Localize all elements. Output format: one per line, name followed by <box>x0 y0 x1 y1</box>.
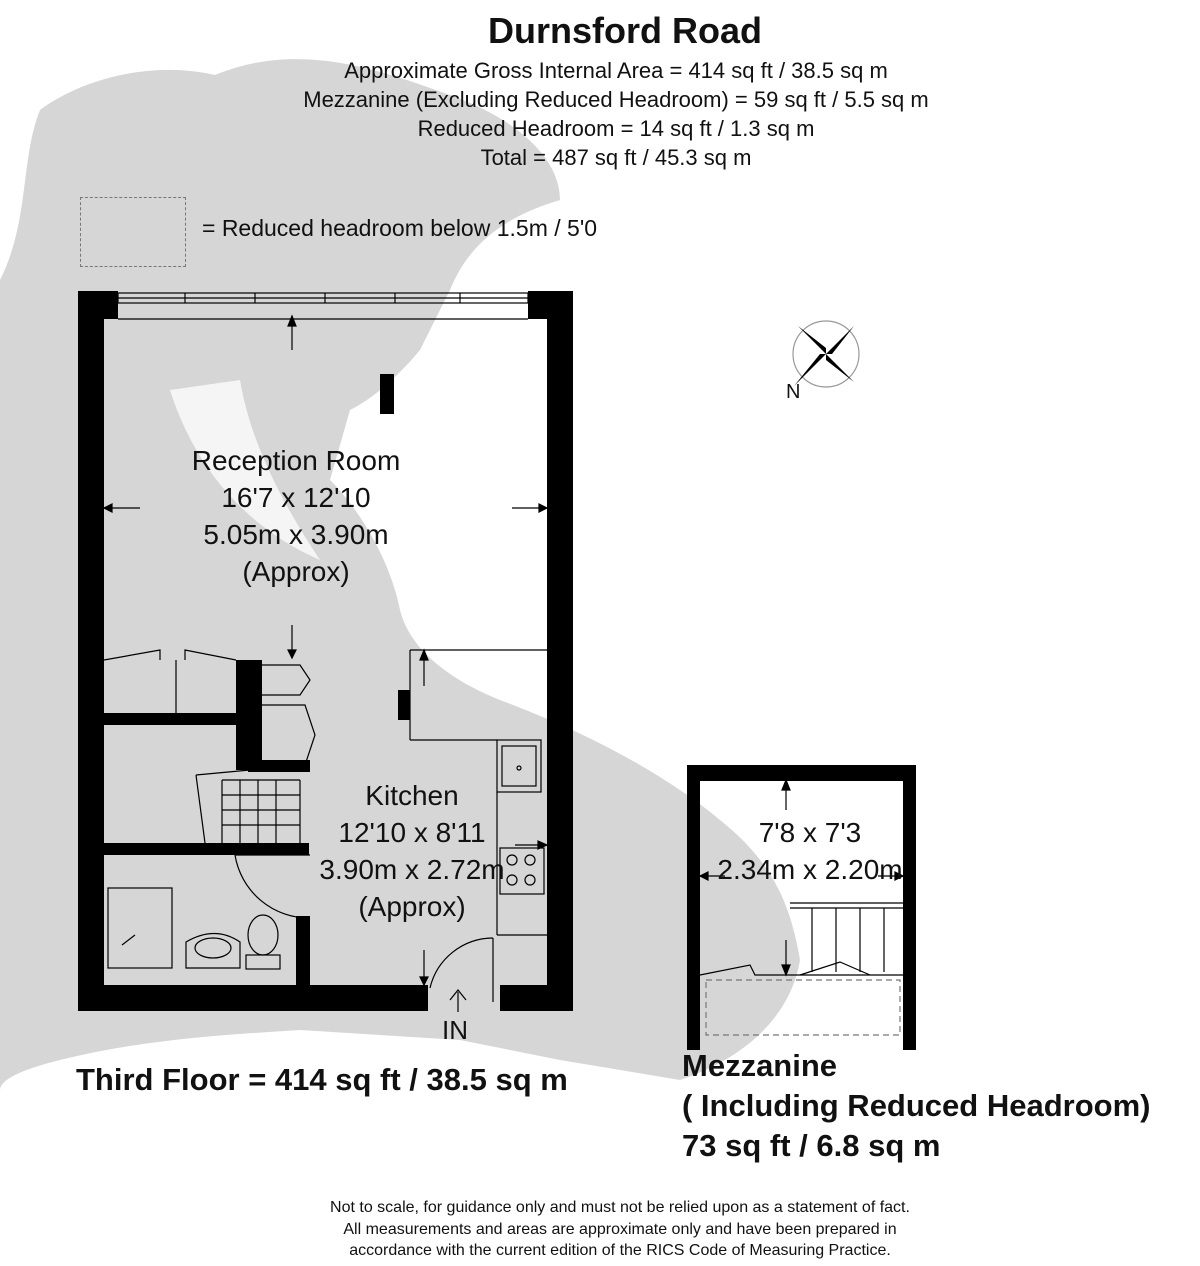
basin <box>186 934 240 969</box>
mezz-reduced-headroom-zone <box>706 980 900 1035</box>
beam <box>380 374 394 414</box>
gross-area-line: Approximate Gross Internal Area = 414 sq ft / 38.5 sq m <box>344 58 888 83</box>
reception-approx: (Approx) <box>242 556 350 587</box>
kitchen-metric: 3.90m x 2.72m <box>319 854 505 885</box>
plan-title: Durnsford Road <box>488 10 762 51</box>
entrance-label: IN <box>442 1015 468 1045</box>
wall-bath-top <box>104 843 309 855</box>
reception-name: Reception Room <box>191 445 401 476</box>
mezzanine-summary-area: 73 sq ft / 6.8 sq m <box>682 1128 941 1163</box>
disclaimer <box>0 1197 1200 1262</box>
mezz-wall-right <box>903 765 916 1050</box>
mezzanine-summary <box>682 1046 1150 1166</box>
mezzanine-area-line: Mezzanine (Excluding Reduced Headroom) = 59 sq ft / 5.5 sq m <box>303 87 929 112</box>
mezzanine-imperial: 7'8 x 7'3 <box>758 817 862 848</box>
disclaimer-line: accordance with the current edition of the RICS Code of Measuring Practice. <box>349 1242 891 1259</box>
disclaimer-line: All measurements and areas are approximate only and have been prepared in <box>343 1220 897 1238</box>
mezzanine-summary-note: ( Including Reduced Headroom) <box>682 1088 1151 1123</box>
wall-cupboard-side <box>248 660 262 770</box>
wall-cupboard-h <box>104 713 239 725</box>
wall-bottom-right <box>500 985 573 1011</box>
legend-label: = Reduced headroom below 1.5m / 5'0 <box>202 215 597 241</box>
compass-icon <box>793 321 859 387</box>
mezzanine-metric: 2.34m x 2.20m <box>717 854 903 885</box>
wall-left <box>78 291 104 1011</box>
wall-bath-side <box>296 916 310 985</box>
reception-room-label <box>146 442 446 590</box>
kitchen-post <box>398 690 410 720</box>
shower <box>108 888 172 968</box>
mezzanine-room-label <box>700 814 920 888</box>
mezz-wall-left <box>687 765 700 1050</box>
entrance-door-swing <box>430 938 493 988</box>
third-floor-total: Third Floor = 414 sq ft / 38.5 sq m <box>76 1062 568 1097</box>
kitchen-name: Kitchen <box>365 780 459 811</box>
kitchen-approx: (Approx) <box>358 891 466 922</box>
wall-bottom-left <box>78 985 428 1011</box>
total-area-line: Total = 487 sq ft / 45.3 sq m <box>480 145 752 170</box>
reception-metric: 5.05m x 3.90m <box>203 519 389 550</box>
toilet <box>248 915 278 955</box>
disclaimer-line: Not to scale, for guidance only and must not be relied upon as a statement of fact. <box>330 1199 910 1216</box>
reduced-headroom-line: Reduced Headroom = 14 sq ft / 1.3 sq m <box>417 116 815 141</box>
reception-imperial: 16'7 x 12'10 <box>221 482 371 513</box>
kitchen-label <box>292 777 532 925</box>
north-label: N <box>786 381 801 403</box>
mezzanine-summary-title: Mezzanine <box>682 1048 838 1083</box>
mezz-wall-top <box>687 765 916 781</box>
wall-right <box>547 291 573 1011</box>
wall-stair-top <box>248 760 310 772</box>
wall-cupboard-v <box>236 660 248 770</box>
kitchen-imperial: 12'10 x 8'11 <box>338 817 486 848</box>
